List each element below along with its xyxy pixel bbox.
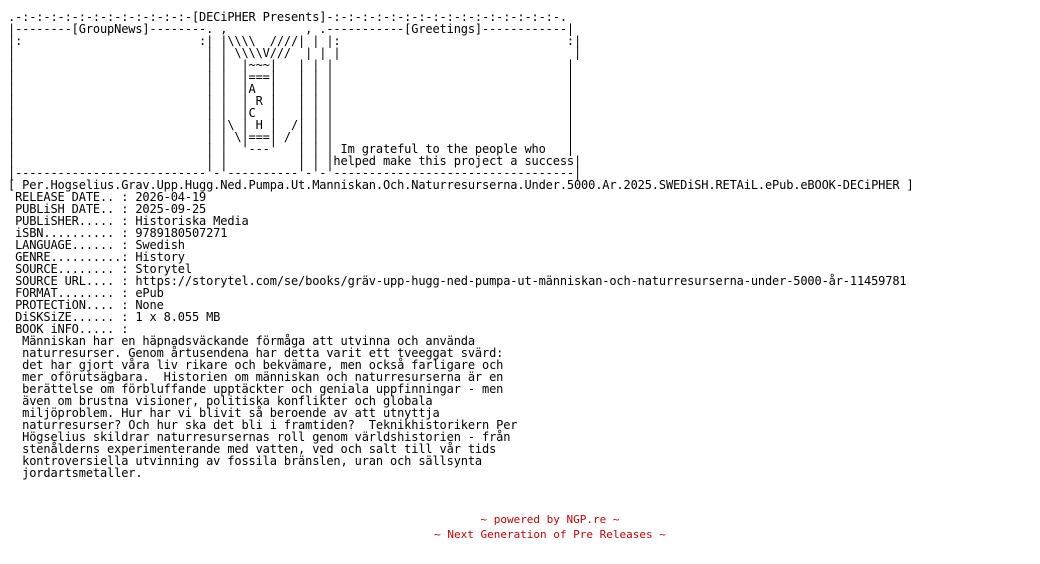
nfo-line: PUBLiSHER..... : Historiska Media — [8, 214, 249, 228]
nfo-line: | | | |A | | | | | — [8, 82, 574, 96]
nfo-line: naturresurser? Och hur ska det bli i framtiden? Teknikhistorikern Per — [8, 418, 518, 432]
tagline-footer: ~ Next Generation of Pre Releases ~ — [434, 528, 666, 541]
nfo-line: berättelse om förbluffande upptäckter och geniala uppfinningar - men — [8, 382, 504, 396]
nfo-line: GENRE..........: History — [8, 250, 185, 264]
nfo-line: miljöproblem. Hur har vi blivit så beroende av att utnyttja — [8, 406, 440, 420]
nfo-line: RELEASE DATE.. : 2026-04-19 — [8, 190, 207, 204]
nfo-line: Människan har en häpnadsväckande förmåga att utvinna och använda — [8, 334, 475, 348]
nfo-line: LANGUAGE...... : Swedish — [8, 238, 185, 252]
nfo-line: | | | | | |helped make this project a success| — [8, 154, 582, 168]
nfo-text-block — [8, 11, 914, 479]
nfo-line: mer oförutsägbara. Historien om människan och naturresurserna är en — [8, 370, 504, 384]
nfo-line: |--------[GroupNews]--------. , , .-----------[Greetings]------------| — [8, 22, 574, 36]
nfo-line: SOURCE........ : Storytel — [8, 262, 192, 276]
nfo-line: | | | | R | | | | | — [8, 94, 574, 108]
nfo-line: stenålderns experimenterande med vatten, ved och salt till vår tids — [8, 442, 497, 456]
nfo-line: | | | |~~~| | | | | — [8, 58, 574, 72]
nfo-line: | | |\ | H | /| | | | — [8, 118, 574, 132]
nfo-line: iSBN.......... : 9789180507271 — [8, 226, 228, 240]
nfo-line: .-:-:-:-:-:-:-:-:-:-:-:-:-[DECiPHER Presents]-:-:-:-:-:-:-:-:-:-:-:-:-:-:-:-:-. — [8, 10, 567, 24]
nfo-line: | | | \\\\V/// | | | | — [8, 46, 582, 60]
powered-by-footer: ~ powered by NGP.re ~ — [480, 513, 620, 526]
nfo-line: DiSKSiZE...... : 1 x 8.055 MB — [8, 310, 221, 324]
nfo-line: SOURCE URL.... : https://storytel.com/se/books/gräv-upp-hugg-ned-pumpa-ut-människan-och-naturresurserna-under-5000-år-11459781 — [8, 274, 907, 288]
nfo-line: | | | \|===| / | | | | — [8, 130, 574, 144]
nfo-line: jordartsmetaller. — [8, 466, 143, 480]
nfo-line: kontroversiella utvinning av fossila bränslen, uran och sällsynta — [8, 454, 482, 468]
nfo-line: | | | |===| | | | | — [8, 70, 574, 84]
nfo-line: | | | |C | | | | | — [8, 106, 574, 120]
nfo-line: | | | '---' | | | Im grateful to the people who | — [8, 142, 574, 156]
nfo-line: PUBLiSH DATE.. : 2025-09-25 — [8, 202, 207, 216]
nfo-line: PROTECTiON.... : None — [8, 298, 164, 312]
nfo-line: BOOK iNFO..... : — [8, 322, 129, 336]
nfo-line: även om brustna visioner, politiska konflikter och globala — [8, 394, 433, 408]
nfo-line: naturresurser. Genom årtusendena har detta varit ett tveeggat svärd: — [8, 346, 504, 360]
nfo-line: Högselius skildrar naturresursernas roll genom världshistorien - från — [8, 430, 511, 444]
nfo-line: [ Per.Hogselius.Grav.Upp.Hugg.Ned.Pumpa.Ut.Manniskan.Och.Naturresurserna.Under.5000.Ar.2025.SWEDiSH.RETAiL.ePub.eBOOK-DECiPHER ] — [8, 178, 914, 192]
nfo-line: |: :| |\\\\ ////| | |: :| — [8, 34, 582, 48]
nfo-line: |---------------------------'-'----------'-'-'----------------------------------| — [8, 166, 582, 180]
nfo-line: FORMAT........ : ePub — [8, 286, 164, 300]
nfo-line: det har gjort våra liv rikare och bekvämare, men också farligare och — [8, 358, 504, 372]
